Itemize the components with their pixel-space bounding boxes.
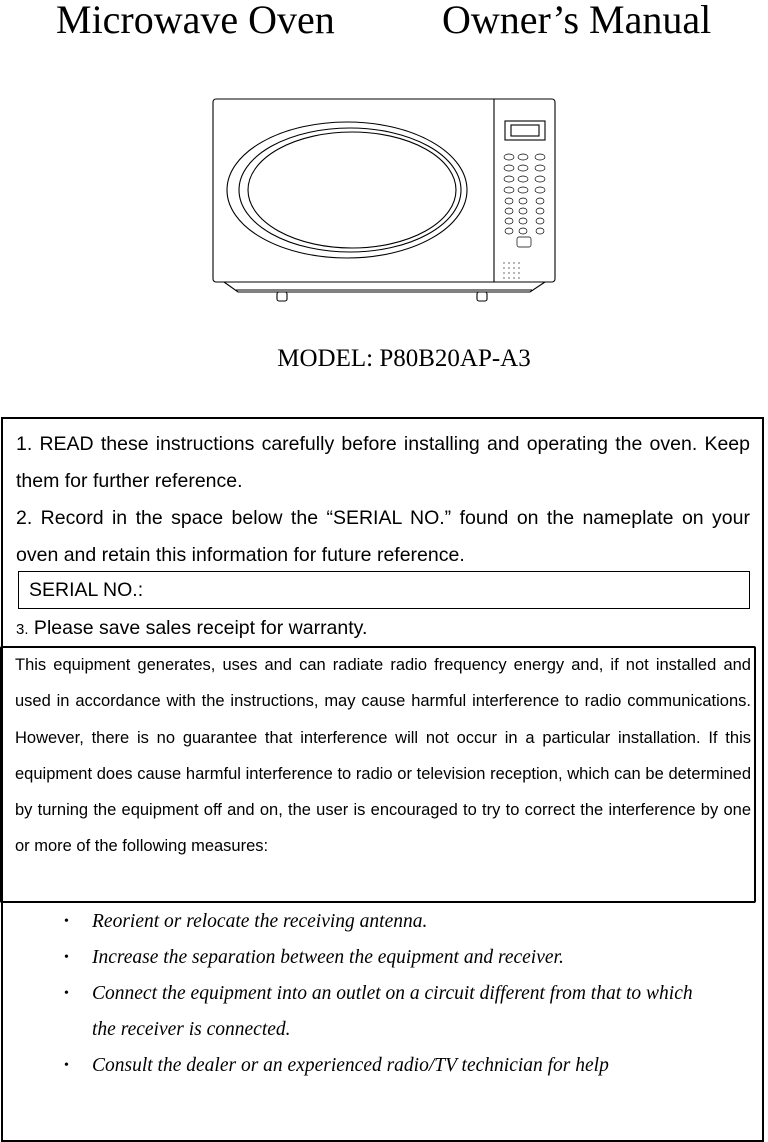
microwave-oven-icon bbox=[210, 97, 560, 303]
measure-text: Consult the dealer or an experienced radio/TV technician for help bbox=[92, 1055, 609, 1076]
instruction-number: 3. bbox=[16, 621, 29, 638]
list-item bbox=[0, 940, 712, 976]
bullet-icon: • bbox=[64, 986, 69, 1001]
fcc-notice-text: This equipment generates, uses and can radiate radio frequency energy and, if not installed and used in accordance with the instructions, may cause harmful interference to radio communications. However, there is no guarantee that interference will not occur in a particular installation. If this equipment does cause harmful interference to radio or television reception, which can be determined by turning the equipment off and on, the user is encouraged to try to correct the interference by one or more of the following measures: bbox=[15, 656, 751, 856]
list-item bbox=[0, 904, 712, 940]
instruction-text: Please save sales receipt for warranty. bbox=[28, 617, 368, 639]
model-number bbox=[0, 344, 768, 374]
bullet-icon: • bbox=[64, 950, 69, 965]
measure-text: Reorient or relocate the receiving antenna. bbox=[92, 911, 428, 932]
list-item bbox=[0, 1048, 712, 1084]
serial-number-field bbox=[18, 571, 750, 609]
measure-text: Increase the separation between the equipment and receiver. bbox=[92, 947, 564, 968]
serial-number-label: SERIAL NO.: bbox=[29, 579, 144, 601]
list-item bbox=[0, 976, 712, 1048]
instruction-save-receipt bbox=[16, 610, 750, 648]
model-label: MODEL: P80B20AP-A3 bbox=[277, 345, 531, 372]
measure-text: Connect the equipment into an outlet on a circuit different from that to which the receiver is connected. bbox=[92, 983, 693, 1040]
instruction-read: 1. READ these instructions carefully before installing and operating the oven. Keep them for further reference. bbox=[16, 433, 750, 492]
interference-measures-list bbox=[0, 904, 768, 1084]
bullet-icon: • bbox=[64, 914, 69, 929]
title-document-type: Owner’s Manual bbox=[442, 0, 712, 42]
title-product: Microwave Oven bbox=[56, 0, 335, 42]
bullet-icon: • bbox=[64, 1058, 69, 1073]
instruction-record-serial: 2. Record in the space below the “SERIAL NO.” found on the nameplate on your oven and retain this information for future reference. bbox=[16, 507, 750, 566]
manual-title bbox=[0, 0, 768, 44]
